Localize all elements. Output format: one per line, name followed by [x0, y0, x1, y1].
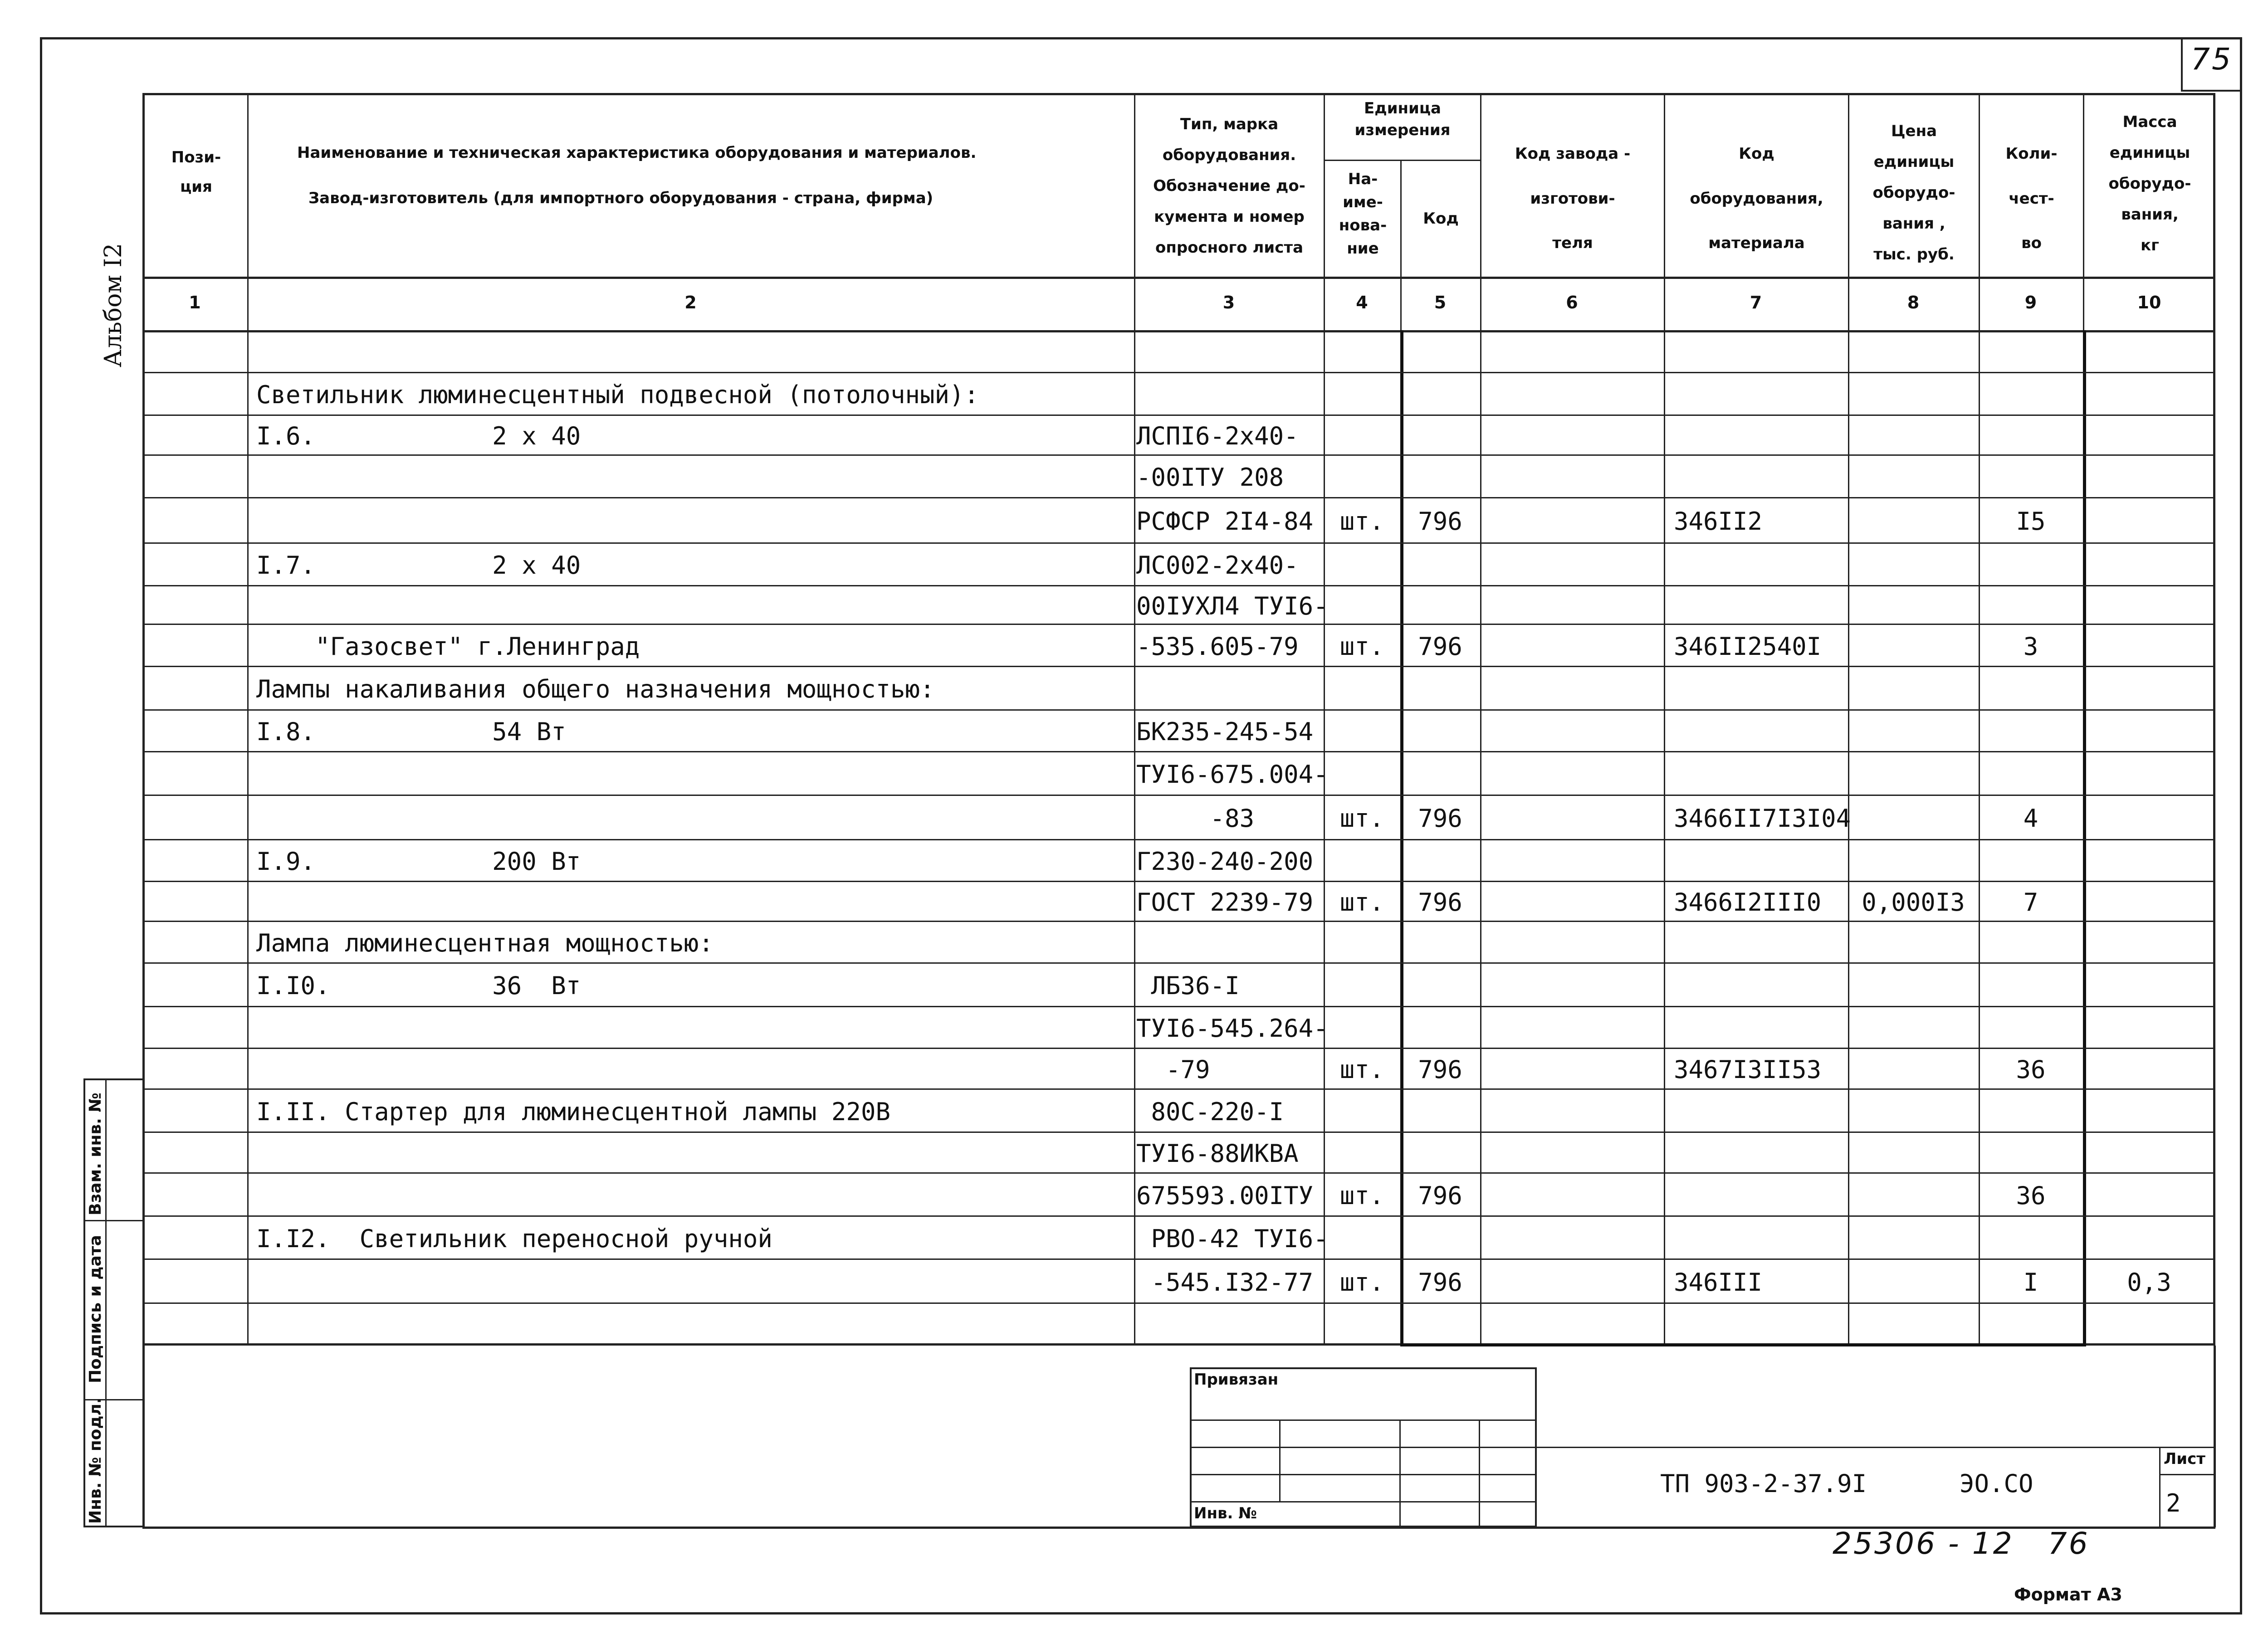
row-separator	[142, 454, 2215, 456]
col-number-2: 2	[684, 293, 697, 312]
thick-line-bottom	[1400, 1343, 2086, 1346]
cell-c3: ЛС002-2х40-	[1136, 551, 1299, 580]
header-bottom-line	[142, 277, 2215, 279]
col-number-3: 3	[1222, 293, 1235, 312]
row-separator	[142, 1215, 2215, 1217]
sheet-label: Лист	[2164, 1450, 2205, 1468]
title-block-right-border	[2214, 1346, 2216, 1527]
col-line-8	[1979, 93, 1980, 1346]
col-number-4: 4	[1356, 293, 1368, 312]
header-name-line2: Завод-изготовитель (для импортного оборудования - страна, фирма)	[308, 189, 934, 207]
cell-c3: -545.I32-77	[1136, 1268, 1314, 1297]
handwritten-number: 25306 - 12 76	[1833, 1526, 2090, 1561]
document-code: ЭО.СО	[1960, 1469, 2033, 1498]
cell-c4: шт.	[1339, 1181, 1384, 1210]
cell-c3: РСФСР 2I4-84	[1136, 507, 1314, 536]
cell-c7: 346II2540I	[1674, 632, 1822, 661]
row-separator	[142, 962, 2215, 964]
row-separator	[142, 881, 2215, 882]
cell-c3: ГОСТ 2239-79	[1136, 888, 1314, 917]
cell-c5: 796	[1418, 1181, 1462, 1210]
cell-c2: I.II. Стартер для люминесцентной лампы 220В	[256, 1097, 890, 1126]
col-number-10: 10	[2137, 293, 2161, 312]
side-label-signature-date: Подпись и дата	[86, 1235, 105, 1383]
row-separator	[142, 585, 2215, 586]
col-line-7	[1848, 93, 1849, 1346]
header-unit-code: Код	[1423, 210, 1459, 228]
row-separator	[142, 1088, 2215, 1090]
cell-c3: 80С-220-I	[1136, 1097, 1284, 1126]
cell-c2: Лампа люминесцентная мощностью:	[256, 929, 714, 957]
cell-c2: I.9. 200 Вт	[256, 847, 581, 876]
side-stamp-sep-1	[83, 1220, 145, 1221]
header-plant-code: Код завода - изготови- теля	[1515, 145, 1631, 253]
cell-c9: 7	[2023, 888, 2038, 917]
header-position: Пози- ция	[171, 148, 221, 196]
cell-c2: I.I2. Светильник переносной ручной	[256, 1224, 772, 1253]
header-mass: Масса единицы оборудо- вания, кг	[2108, 113, 2191, 254]
row-separator	[142, 921, 2215, 922]
col-number-9: 9	[2024, 293, 2037, 312]
col-number-7: 7	[1750, 293, 1762, 312]
row-separator	[142, 666, 2215, 667]
cell-c2: Светильник люминесцентный подвесной (потолочный):	[256, 380, 979, 409]
cell-c2: I.6. 2 х 40	[256, 422, 581, 450]
side-label-vzam-inv: Взам. инв. №	[86, 1093, 105, 1215]
cell-c7: 346II2	[1674, 507, 1763, 536]
row-separator	[142, 372, 2215, 373]
col-number-6: 6	[1566, 293, 1578, 312]
cell-c7: 3467I3II53	[1674, 1055, 1822, 1084]
binding-stamp-col-3	[1479, 1419, 1480, 1527]
side-label-inv-original: Инв. № подл.	[86, 1397, 105, 1524]
cell-c4: шт.	[1339, 804, 1384, 833]
binding-stamp-col-2	[1399, 1419, 1401, 1527]
binding-stamp-inv-label: Инв. №	[1194, 1504, 1257, 1522]
sheet-box-divider	[2159, 1474, 2215, 1475]
row-separator	[142, 1172, 2215, 1174]
side-stamp-divider	[105, 1078, 107, 1527]
cell-c5: 796	[1418, 632, 1462, 661]
col-number-5: 5	[1434, 293, 1447, 312]
cell-c9: I5	[2016, 507, 2046, 536]
cell-c4: шт.	[1339, 507, 1384, 536]
cell-c2: I.8. 54 Вт	[256, 717, 566, 746]
cell-c7: 3466I2III0	[1674, 888, 1822, 917]
row-separator	[142, 542, 2215, 544]
album-label: Альбом I2	[100, 243, 127, 367]
header-quantity: Коли- чест- во	[2005, 145, 2058, 253]
col-number-1: 1	[189, 293, 201, 312]
col-line-1	[247, 93, 249, 1346]
cell-c3: Г230-240-200	[1136, 847, 1314, 876]
cell-c3: ЛБ36-I	[1136, 971, 1240, 1000]
row-separator	[142, 497, 2215, 498]
header-unit-name: На- име- нова- ние	[1339, 170, 1387, 258]
cell-c3: -79	[1136, 1055, 1210, 1084]
title-block-left-border	[142, 1346, 145, 1527]
cell-c3: -535.605-79	[1136, 632, 1299, 661]
cell-c4: шт.	[1339, 888, 1384, 917]
row-separator	[142, 839, 2215, 840]
row-separator	[142, 795, 2215, 796]
binding-stamp-row-1	[1190, 1419, 1537, 1421]
cell-c3: РВО-42 ТУI6-	[1136, 1224, 1328, 1253]
cell-c2: I.I0. 36 Вт	[256, 971, 581, 1000]
cell-c9: 3	[2023, 632, 2038, 661]
cell-c9: 36	[2016, 1181, 2046, 1210]
binding-stamp-row-3	[1190, 1474, 1537, 1475]
unit-subheader-line	[1324, 160, 1480, 161]
format-label: Формат А3	[2014, 1585, 2122, 1605]
cell-c9: 4	[2023, 804, 2038, 833]
cell-c4: шт.	[1339, 1055, 1384, 1084]
header-price: Цена единицы оборудо- вания , тыс. руб.	[1872, 122, 1955, 263]
cell-c2: I.7. 2 х 40	[256, 551, 581, 580]
cell-c3: БК235-245-54	[1136, 717, 1314, 746]
cell-c5: 796	[1418, 1055, 1462, 1084]
cell-c2: Лампы накаливания общего назначения мощностью:	[256, 675, 935, 703]
col-line-6	[1664, 93, 1665, 1346]
cell-c5: 796	[1418, 1268, 1462, 1297]
row-separator	[142, 1258, 2215, 1260]
row-separator	[142, 751, 2215, 752]
cell-c3: -00IТУ 208	[1136, 463, 1284, 492]
colnum-bottom-line	[142, 330, 2215, 332]
cell-c7: 346III	[1674, 1268, 1763, 1297]
row-separator	[142, 1302, 2215, 1304]
col-number-8: 8	[1907, 293, 1920, 312]
header-name-line1: Наименование и техническая характеристика оборудования и материалов.	[297, 144, 977, 162]
sheet-number: 2	[2166, 1489, 2181, 1517]
col-line-5	[1480, 93, 1481, 1346]
cell-c3: ТУI6-88ИКВА	[1136, 1139, 1299, 1168]
thick-line-right	[2083, 330, 2086, 1346]
cell-c9: 36	[2016, 1055, 2046, 1084]
header-type: Тип, марка оборудования. Обозначение до- кумента и номер опросного листа	[1153, 115, 1305, 257]
row-separator	[142, 1048, 2215, 1049]
cell-c10: 0,3	[2127, 1268, 2171, 1297]
binding-stamp-row-2	[1190, 1447, 1537, 1448]
col-line-2	[1134, 93, 1135, 1346]
cell-c5: 796	[1418, 888, 1462, 917]
designation-top-line	[1537, 1447, 2215, 1448]
binding-stamp-label: Привязан	[1194, 1371, 1279, 1389]
header-equipment-code: Код оборудования, материала	[1690, 145, 1823, 253]
row-separator	[142, 415, 2215, 416]
cell-c3: ТУI6-675.004-	[1136, 760, 1328, 789]
corner-page-number: 75	[2191, 42, 2233, 77]
cell-c3: -83	[1136, 804, 1255, 833]
row-separator	[142, 1006, 2215, 1007]
cell-c3: ТУI6-545.264-	[1136, 1014, 1328, 1043]
header-unit: Единица измерения	[1354, 99, 1451, 139]
binding-stamp-col-1	[1279, 1419, 1281, 1501]
row-separator	[142, 624, 2215, 625]
col-line-3	[1324, 93, 1325, 1346]
cell-c8: 0,000I3	[1862, 888, 1965, 917]
cell-c9: I	[2023, 1268, 2038, 1297]
document-designation: ТП 903-2-37.9I	[1660, 1469, 1867, 1498]
cell-c3: ЛСПI6-2х40-	[1136, 422, 1299, 450]
row-separator	[142, 709, 2215, 711]
cell-c3: 00IУХЛ4 ТУI6-	[1136, 591, 1328, 620]
cell-c5: 796	[1418, 507, 1462, 536]
row-separator	[142, 1132, 2215, 1133]
cell-c4: шт.	[1339, 632, 1384, 661]
cell-c4: шт.	[1339, 1268, 1384, 1297]
cell-c2: "Газосвет" г.Ленинград	[256, 632, 640, 661]
sheet-box-left-line	[2159, 1447, 2160, 1527]
cell-c5: 796	[1418, 804, 1462, 833]
cell-c3: 675593.00IТУ	[1136, 1181, 1314, 1210]
cell-c7: 3466II7I3I04	[1674, 804, 1851, 833]
